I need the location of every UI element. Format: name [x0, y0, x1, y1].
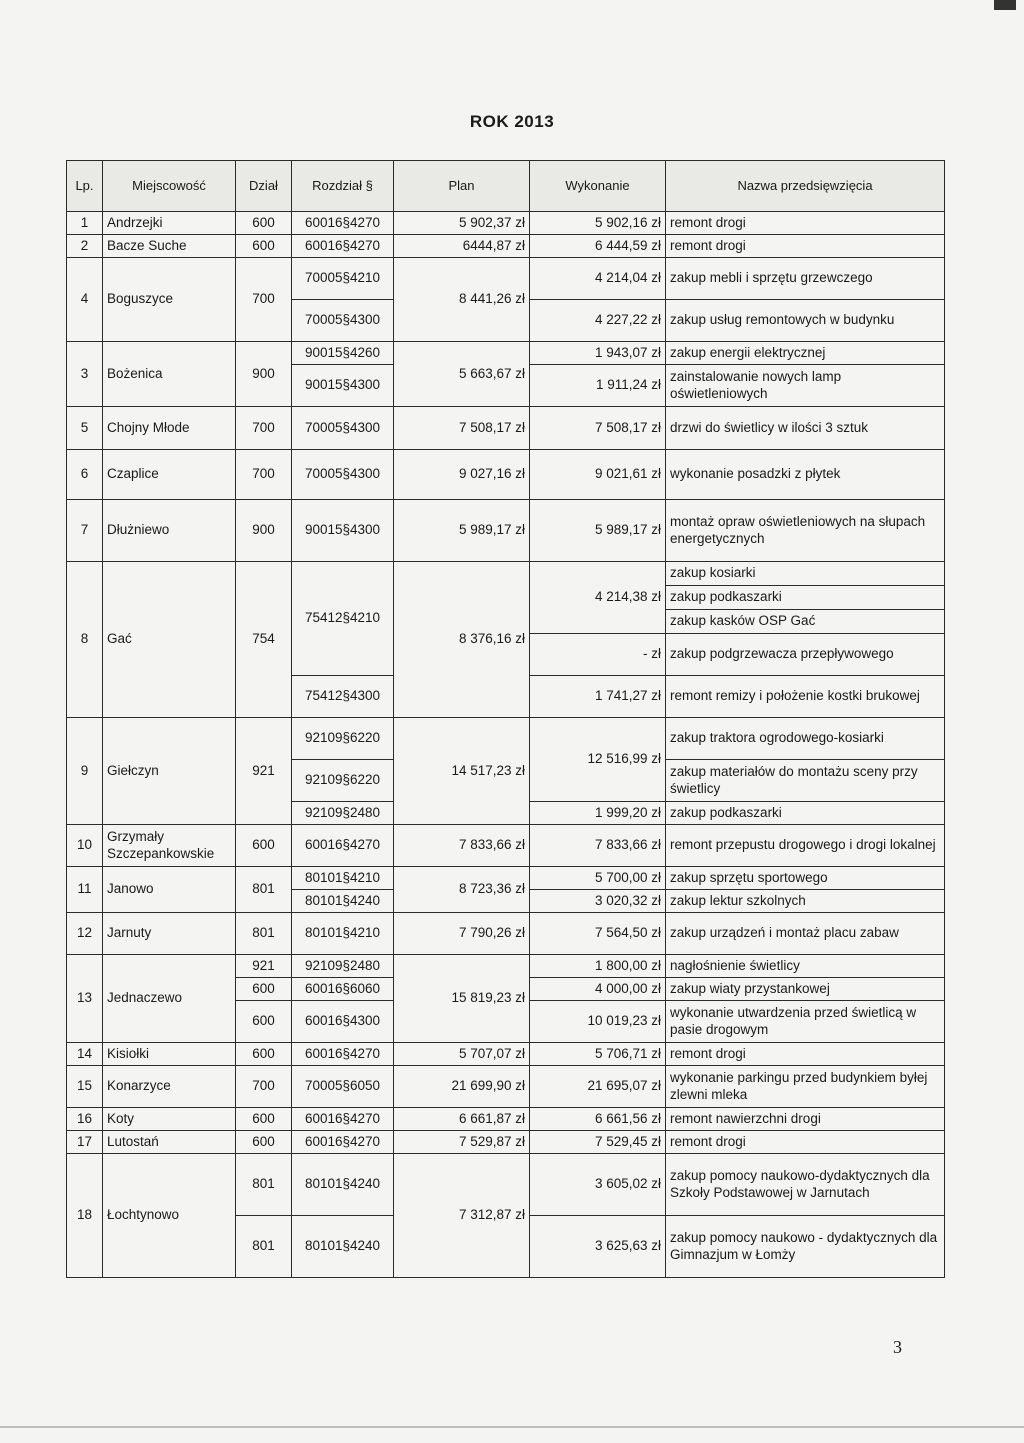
table-row — [67, 955, 945, 978]
cell-nazwa: remont nawierzchni drogi — [666, 1108, 945, 1131]
cell-nazwa: remont drogi — [666, 1131, 945, 1154]
cell-plan: 8 376,16 zł — [394, 562, 530, 718]
table-row — [67, 235, 945, 258]
cell-lp: 3 — [67, 342, 103, 407]
cell-nazwa: nagłośnienie świetlicy — [666, 955, 945, 978]
cell-nazwa: remont drogi — [666, 212, 945, 235]
cell-lp: 7 — [67, 500, 103, 562]
cell-rozdzial: 60016§6060 — [292, 978, 394, 1001]
cell-nazwa: zakup materiałów do montażu sceny przy świetlicy — [666, 760, 945, 802]
cell-wykonanie: 1 943,07 zł — [530, 342, 666, 365]
cell-miejscowosc: Dłużniewo — [103, 500, 236, 562]
cell-plan: 7 833,66 zł — [394, 825, 530, 867]
cell-plan: 6 661,87 zł — [394, 1108, 530, 1131]
cell-plan: 5 707,07 zł — [394, 1043, 530, 1066]
table-row — [67, 1154, 945, 1216]
cell-nazwa: zakup energii elektrycznej — [666, 342, 945, 365]
cell-lp: 13 — [67, 955, 103, 1043]
cell-dzial: 801 — [236, 867, 292, 913]
bottom-rule — [0, 1426, 1024, 1428]
cell-rozdzial: 70005§4210 — [292, 258, 394, 300]
cell-lp: 2 — [67, 235, 103, 258]
cell-wykonanie: - zł — [530, 634, 666, 676]
cell-miejscowosc: Czaplice — [103, 450, 236, 500]
cell-plan: 7 312,87 zł — [394, 1154, 530, 1278]
cell-rozdzial: 92109§2480 — [292, 802, 394, 825]
cell-lp: 11 — [67, 867, 103, 913]
cell-lp: 14 — [67, 1043, 103, 1066]
cell-dzial: 921 — [236, 955, 292, 978]
cell-wykonanie: 1 741,27 zł — [530, 676, 666, 718]
table-row — [67, 258, 945, 300]
cell-miejscowosc: Koty — [103, 1108, 236, 1131]
cell-lp: 15 — [67, 1066, 103, 1108]
cell-miejscowosc: Gać — [103, 562, 236, 718]
cell-nazwa: zakup usług remontowych w budynku — [666, 300, 945, 342]
cell-wykonanie: 3 625,63 zł — [530, 1216, 666, 1278]
cell-dzial: 600 — [236, 235, 292, 258]
cell-nazwa: zakup kasków OSP Gać — [666, 610, 945, 634]
cell-nazwa: wykonanie parkingu przed budynkiem byłej zlewni mleka — [666, 1066, 945, 1108]
cell-rozdzial: 70005§6050 — [292, 1066, 394, 1108]
cell-wykonanie: 6 444,59 zł — [530, 235, 666, 258]
cell-nazwa: zakup kosiarki — [666, 562, 945, 586]
cell-wykonanie: 3 605,02 zł — [530, 1154, 666, 1216]
cell-wykonanie: 1 800,00 zł — [530, 955, 666, 978]
table-row — [67, 212, 945, 235]
cell-dzial: 900 — [236, 500, 292, 562]
cell-miejscowosc: Bacze Suche — [103, 235, 236, 258]
cell-rozdzial: 75412§4210 — [292, 562, 394, 676]
cell-rozdzial: 60016§4300 — [292, 1001, 394, 1043]
cell-nazwa: zakup sprzętu sportowego — [666, 867, 945, 890]
cell-miejscowosc: Grzymały Szczepankowskie — [103, 825, 236, 867]
cell-wykonanie: 7 564,50 zł — [530, 913, 666, 955]
cell-wykonanie: 5 706,71 zł — [530, 1043, 666, 1066]
cell-wykonanie: 7 529,45 zł — [530, 1131, 666, 1154]
cell-dzial: 700 — [236, 258, 292, 342]
cell-rozdzial: 92109§6220 — [292, 760, 394, 802]
cell-rozdzial: 80101§4240 — [292, 890, 394, 913]
header-nazwa: Nazwa przedsięwzięcia — [666, 161, 945, 212]
cell-rozdzial: 92109§6220 — [292, 718, 394, 760]
cell-wykonanie: 5 989,17 zł — [530, 500, 666, 562]
cell-miejscowosc: Kisiołki — [103, 1043, 236, 1066]
cell-rozdzial: 90015§4260 — [292, 342, 394, 365]
cell-nazwa: remont przepustu drogowego i drogi lokalnej — [666, 825, 945, 867]
cell-nazwa: montaż opraw oświetleniowych na słupach energetycznych — [666, 500, 945, 562]
cell-rozdzial: 90015§4300 — [292, 365, 394, 407]
cell-wykonanie: 7 833,66 zł — [530, 825, 666, 867]
table-row — [67, 718, 945, 760]
cell-rozdzial: 90015§4300 — [292, 500, 394, 562]
cell-nazwa: zakup podkaszarki — [666, 802, 945, 825]
cell-wykonanie: 5 700,00 zł — [530, 867, 666, 890]
header-dzial: Dział — [236, 161, 292, 212]
cell-nazwa: zakup podgrzewacza przepływowego — [666, 634, 945, 676]
cell-plan: 8 441,26 zł — [394, 258, 530, 342]
cell-plan: 7 790,26 zł — [394, 913, 530, 955]
cell-dzial: 700 — [236, 1066, 292, 1108]
cell-nazwa: wykonanie posadzki z płytek — [666, 450, 945, 500]
cell-dzial: 700 — [236, 450, 292, 500]
cell-nazwa: wykonanie utwardzenia przed świetlicą w pasie drogowym — [666, 1001, 945, 1043]
cell-wykonanie: 1 911,24 zł — [530, 365, 666, 407]
table-row — [67, 1043, 945, 1066]
cell-plan: 9 027,16 zł — [394, 450, 530, 500]
cell-miejscowosc: Boguszyce — [103, 258, 236, 342]
cell-lp: 18 — [67, 1154, 103, 1278]
table-row — [67, 1066, 945, 1108]
cell-rozdzial: 75412§4300 — [292, 676, 394, 718]
cell-miejscowosc: Jarnuty — [103, 913, 236, 955]
cell-wykonanie: 1 999,20 zł — [530, 802, 666, 825]
cell-rozdzial: 60016§4270 — [292, 1131, 394, 1154]
cell-lp: 5 — [67, 407, 103, 450]
cell-dzial: 600 — [236, 212, 292, 235]
cell-plan: 14 517,23 zł — [394, 718, 530, 825]
cell-wykonanie: 5 902,16 zł — [530, 212, 666, 235]
cell-dzial: 600 — [236, 825, 292, 867]
table-row — [67, 1108, 945, 1131]
scan-corner-mark — [994, 0, 1016, 10]
cell-rozdzial: 92109§2480 — [292, 955, 394, 978]
table-row — [67, 1131, 945, 1154]
cell-nazwa: remont remizy i położenie kostki brukowej — [666, 676, 945, 718]
cell-rozdzial: 60016§4270 — [292, 825, 394, 867]
table-row — [67, 562, 945, 586]
cell-plan: 5 902,37 zł — [394, 212, 530, 235]
cell-rozdzial: 80101§4210 — [292, 913, 394, 955]
cell-miejscowosc: Łochtynowo — [103, 1154, 236, 1278]
cell-lp: 8 — [67, 562, 103, 718]
cell-rozdzial: 80101§4240 — [292, 1216, 394, 1278]
cell-lp: 10 — [67, 825, 103, 867]
page-title: ROK 2013 — [469, 112, 555, 131]
table-header-row — [67, 161, 945, 212]
cell-dzial: 700 — [236, 407, 292, 450]
cell-nazwa: drzwi do świetlicy w ilości 3 sztuk — [666, 407, 945, 450]
cell-nazwa: zakup mebli i sprzętu grzewczego — [666, 258, 945, 300]
cell-miejscowosc: Chojny Młode — [103, 407, 236, 450]
cell-miejscowosc: Giełczyn — [103, 718, 236, 825]
cell-rozdzial: 60016§4270 — [292, 235, 394, 258]
header-rozdzial: Rozdział § — [292, 161, 394, 212]
cell-rozdzial: 60016§4270 — [292, 1043, 394, 1066]
cell-plan: 7 508,17 zł — [394, 407, 530, 450]
cell-wykonanie: 9 021,61 zł — [530, 450, 666, 500]
cell-nazwa: zakup lektur szkolnych — [666, 890, 945, 913]
cell-wykonanie: 10 019,23 zł — [530, 1001, 666, 1043]
cell-rozdzial: 70005§4300 — [292, 407, 394, 450]
cell-nazwa: zakup wiaty przystankowej — [666, 978, 945, 1001]
cell-nazwa: remont drogi — [666, 1043, 945, 1066]
header-plan: Plan — [394, 161, 530, 212]
table-row — [67, 825, 945, 867]
header-wykonanie: Wykonanie — [530, 161, 666, 212]
header-miejscowosc: Miejscowość — [103, 161, 236, 212]
header-lp: Lp. — [67, 161, 103, 212]
cell-lp: 12 — [67, 913, 103, 955]
table-row — [67, 342, 945, 365]
cell-dzial: 921 — [236, 718, 292, 825]
cell-lp: 17 — [67, 1131, 103, 1154]
cell-plan: 6444,87 zł — [394, 235, 530, 258]
cell-nazwa: zakup urządzeń i montaż placu zabaw — [666, 913, 945, 955]
cell-dzial: 801 — [236, 1216, 292, 1278]
cell-nazwa: zainstalowanie nowych lamp oświetleniowych — [666, 365, 945, 407]
cell-nazwa: zakup pomocy naukowo - dydaktycznych dla Gimnazjum w Łomży — [666, 1216, 945, 1278]
cell-nazwa: zakup podkaszarki — [666, 586, 945, 610]
page-number: 3 — [893, 1337, 902, 1357]
cell-nazwa: remont drogi — [666, 235, 945, 258]
table-row — [67, 867, 945, 890]
cell-dzial: 600 — [236, 1001, 292, 1043]
cell-lp: 1 — [67, 212, 103, 235]
table-row — [67, 500, 945, 562]
cell-rozdzial: 80101§4240 — [292, 1154, 394, 1216]
cell-rozdzial: 60016§4270 — [292, 1108, 394, 1131]
table-row — [67, 407, 945, 450]
table-row — [67, 913, 945, 955]
cell-wykonanie: 4 214,38 zł — [530, 562, 666, 634]
cell-wykonanie: 4 227,22 zł — [530, 300, 666, 342]
cell-wykonanie: 7 508,17 zł — [530, 407, 666, 450]
cell-wykonanie: 21 695,07 zł — [530, 1066, 666, 1108]
cell-lp: 16 — [67, 1108, 103, 1131]
cell-lp: 6 — [67, 450, 103, 500]
cell-rozdzial: 80101§4210 — [292, 867, 394, 890]
cell-lp: 9 — [67, 718, 103, 825]
cell-miejscowosc: Andrzejki — [103, 212, 236, 235]
cell-wykonanie: 12 516,99 zł — [530, 718, 666, 802]
cell-nazwa: zakup traktora ogrodowego-kosiarki — [666, 718, 945, 760]
cell-wykonanie: 3 020,32 zł — [530, 890, 666, 913]
cell-rozdzial: 70005§4300 — [292, 300, 394, 342]
cell-wykonanie: 4 000,00 zł — [530, 978, 666, 1001]
cell-plan: 5 663,67 zł — [394, 342, 530, 407]
cell-plan: 21 699,90 zł — [394, 1066, 530, 1108]
cell-miejscowosc: Janowo — [103, 867, 236, 913]
cell-rozdzial: 70005§4300 — [292, 450, 394, 500]
cell-lp: 4 — [67, 258, 103, 342]
cell-dzial: 754 — [236, 562, 292, 718]
budget-table — [66, 160, 945, 1278]
cell-dzial: 900 — [236, 342, 292, 407]
cell-wykonanie: 4 214,04 zł — [530, 258, 666, 300]
cell-plan: 15 819,23 zł — [394, 955, 530, 1043]
cell-plan: 7 529,87 zł — [394, 1131, 530, 1154]
cell-plan: 8 723,36 zł — [394, 867, 530, 913]
cell-miejscowosc: Konarzyce — [103, 1066, 236, 1108]
cell-wykonanie: 6 661,56 zł — [530, 1108, 666, 1131]
table-row — [67, 450, 945, 500]
cell-miejscowosc: Bożenica — [103, 342, 236, 407]
cell-dzial: 600 — [236, 1043, 292, 1066]
cell-nazwa: zakup pomocy naukowo-dydaktycznych dla Szkoły Podstawowej w Jarnutach — [666, 1154, 945, 1216]
cell-dzial: 801 — [236, 1154, 292, 1216]
cell-dzial: 600 — [236, 1131, 292, 1154]
cell-plan: 5 989,17 zł — [394, 500, 530, 562]
cell-rozdzial: 60016§4270 — [292, 212, 394, 235]
cell-dzial: 600 — [236, 1108, 292, 1131]
cell-dzial: 801 — [236, 913, 292, 955]
cell-dzial: 600 — [236, 978, 292, 1001]
cell-miejscowosc: Jednaczewo — [103, 955, 236, 1043]
cell-miejscowosc: Lutostań — [103, 1131, 236, 1154]
